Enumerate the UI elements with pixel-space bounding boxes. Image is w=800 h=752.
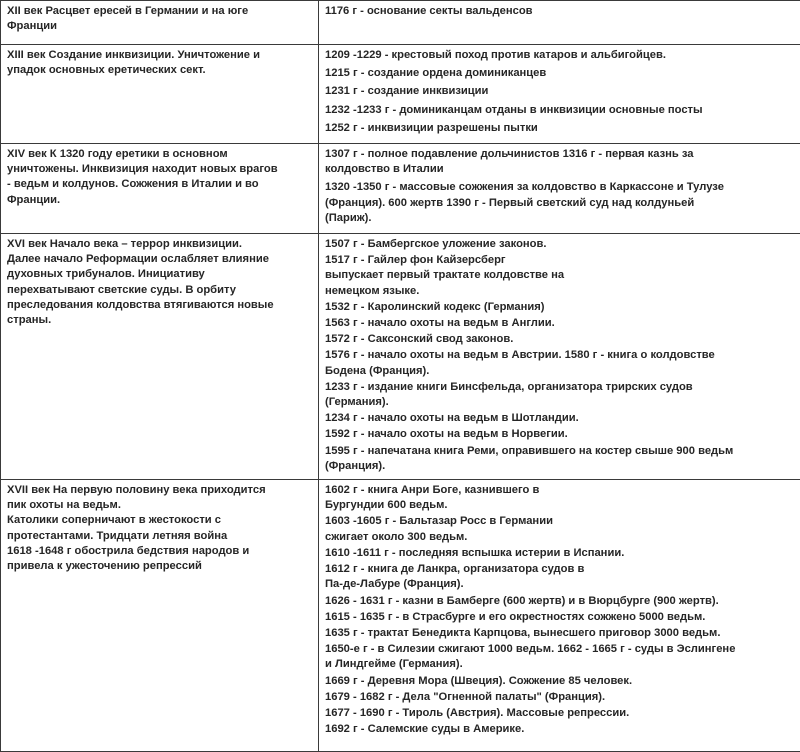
event-text-line: 1692 г - Салемские суды в Америке. bbox=[325, 722, 794, 737]
events-cell bbox=[319, 45, 800, 144]
event-entry bbox=[325, 706, 794, 721]
event-text-line: 1215 г - создание ордена доминиканцев bbox=[325, 66, 794, 81]
period-text-line: упадок основных еретических сект. bbox=[7, 63, 312, 78]
events-cell bbox=[319, 234, 800, 480]
event-text-line: Бодена (Франция). bbox=[325, 364, 794, 379]
event-entry bbox=[325, 626, 794, 641]
event-text-line: 1626 - 1631 г - казни в Бамберге (600 жертв) и в Вюрцбурге (900 жертв). bbox=[325, 594, 794, 609]
event-entry bbox=[325, 84, 794, 99]
event-text-line: 1677 - 1690 г - Тироль (Австрия). Массовые репрессии. bbox=[325, 706, 794, 721]
table-row bbox=[1, 144, 800, 234]
event-entry bbox=[325, 316, 794, 331]
event-text-line: 1176 г - основание секты вальденсов bbox=[325, 4, 794, 19]
period-text-line: привела к ужесточению репрессий bbox=[7, 559, 312, 574]
period-text-line: XVI век Начало века – террор инквизиции. bbox=[7, 237, 312, 252]
event-text-line: 1592 г - начало охоты на ведьм в Норвегии. bbox=[325, 427, 794, 442]
event-text-line: 1603 -1605 г - Бальтазар Росс в Германии bbox=[325, 514, 794, 529]
period-cell bbox=[1, 45, 319, 144]
table-row bbox=[1, 480, 800, 752]
period-text-line: духовных трибуналов. Инициативу bbox=[7, 267, 312, 282]
event-text-line: 1576 г - начало охоты на ведьм в Австрии. 1580 г - книга о колдовстве bbox=[325, 348, 794, 363]
event-text-line: (Германия). bbox=[325, 395, 794, 410]
period-text-line: Франции bbox=[7, 19, 312, 34]
event-text-line: 1507 г - Бамбергское уложение законов. bbox=[325, 237, 794, 252]
period-text-line: Католики соперничают в жестокости с bbox=[7, 513, 312, 528]
event-entry bbox=[325, 380, 794, 410]
event-text-line: (Франция). bbox=[325, 459, 794, 474]
event-text-line: 1635 г - трактат Бенедикта Карпцова, вынесшего приговор 3000 ведьм. bbox=[325, 626, 794, 641]
period-text-line: XVII век На первую половину века приходится bbox=[7, 483, 312, 498]
event-text-line: 1650-е г - в Силезии сжигают 1000 ведьм. 1662 - 1665 г - суды в Эслингене bbox=[325, 642, 794, 657]
table-row bbox=[1, 45, 800, 144]
event-text-line: 1595 г - напечатана книга Реми, оправившего на костер свыше 900 ведьм bbox=[325, 444, 794, 459]
event-text-line: и Линдгейме (Германия). bbox=[325, 657, 794, 672]
period-text-line: XII век Расцвет ересей в Германии и на юге bbox=[7, 4, 312, 19]
event-entry bbox=[325, 300, 794, 315]
event-text-line: 1612 г - книга де Ланкра, организатора судов в bbox=[325, 562, 794, 577]
period-cell bbox=[1, 1, 319, 45]
chronology-body bbox=[1, 1, 800, 752]
event-entry bbox=[325, 147, 794, 177]
event-entry bbox=[325, 348, 794, 378]
event-entry bbox=[325, 237, 794, 252]
event-text-line: 1572 г - Саксонский свод законов. bbox=[325, 332, 794, 347]
period-text-line: 1618 -1648 г обострила бедствия народов и bbox=[7, 544, 312, 559]
event-entry bbox=[325, 483, 794, 513]
event-text-line: сжигает около 300 ведьм. bbox=[325, 530, 794, 545]
event-text-line: 1252 г - инквизиции разрешены пытки bbox=[325, 121, 794, 136]
event-text-line: 1610 -1611 г - последняя вспышка истерии в Испании. bbox=[325, 546, 794, 561]
period-cell bbox=[1, 144, 319, 234]
event-text-line: колдовство в Италии bbox=[325, 162, 794, 177]
period-text-line: протестантами. Тридцати летняя война bbox=[7, 529, 312, 544]
events-cell bbox=[319, 144, 800, 234]
event-text-line: выпускает первый трактате колдовстве на bbox=[325, 268, 794, 283]
event-entry bbox=[325, 444, 794, 474]
event-entry bbox=[325, 66, 794, 81]
period-text-line: XIII век Создание инквизиции. Уничтожение и bbox=[7, 48, 312, 63]
period-text-line: XIV век К 1320 году еретики в основном bbox=[7, 147, 312, 162]
event-text-line: (Франция). 600 жертв 1390 г - Первый светский суд над колдуньей bbox=[325, 196, 794, 211]
event-entry bbox=[325, 642, 794, 672]
event-entry bbox=[325, 103, 794, 118]
event-text-line: 1679 - 1682 г - Дела "Огненной палаты" (Франция). bbox=[325, 690, 794, 705]
period-text-line: Франции. bbox=[7, 193, 312, 208]
period-text-line: перехватывают светские суды. В орбиту bbox=[7, 283, 312, 298]
event-entry bbox=[325, 121, 794, 136]
event-text-line: 1517 г - Гайлер фон Кайзерсберг bbox=[325, 253, 794, 268]
period-text-line: Далее начало Реформации ослабляет влияние bbox=[7, 252, 312, 267]
event-entry bbox=[325, 562, 794, 592]
event-text-line: (Париж). bbox=[325, 211, 794, 226]
event-entry bbox=[325, 546, 794, 561]
events-cell bbox=[319, 480, 800, 752]
period-cell bbox=[1, 480, 319, 752]
event-text-line: 1563 г - начало охоты на ведьм в Англии. bbox=[325, 316, 794, 331]
event-text-line: Бургундии 600 ведьм. bbox=[325, 498, 794, 513]
event-text-line: немецком языке. bbox=[325, 284, 794, 299]
event-entry bbox=[325, 610, 794, 625]
event-text-line: 1320 -1350 г - массовые сожжения за колдовство в Каркассоне и Тулузе bbox=[325, 180, 794, 195]
event-text-line: 1231 г - создание инквизиции bbox=[325, 84, 794, 99]
event-entry bbox=[325, 180, 794, 226]
event-entry bbox=[325, 411, 794, 426]
event-entry bbox=[325, 514, 794, 544]
event-entry bbox=[325, 332, 794, 347]
event-text-line: 1209 -1229 - крестовый поход против катаров и альбигойцев. bbox=[325, 48, 794, 63]
event-text-line: 1234 г - начало охоты на ведьм в Шотландии. bbox=[325, 411, 794, 426]
event-text-line: 1615 - 1635 г - в Страсбурге и его окрестностях сожжено 5000 ведьм. bbox=[325, 610, 794, 625]
event-text-line: 1307 г - полное подавление дольчинистов 1316 г - первая казнь за bbox=[325, 147, 794, 162]
period-text-line: страны. bbox=[7, 313, 312, 328]
period-text-line: пик охоты на ведьм. bbox=[7, 498, 312, 513]
event-entry bbox=[325, 427, 794, 442]
event-entry bbox=[325, 690, 794, 705]
period-text-line: - ведьм и колдунов. Сожжения в Италии и во bbox=[7, 177, 312, 192]
event-entry bbox=[325, 594, 794, 609]
event-text-line: 1233 г - издание книги Бинсфельда, организатора трирских судов bbox=[325, 380, 794, 395]
event-text-line: 1232 -1233 г - доминиканцам отданы в инквизиции основные посты bbox=[325, 103, 794, 118]
event-text-line: 1669 г - Деревня Мора (Швеция). Сожжение 85 человек. bbox=[325, 674, 794, 689]
event-entry bbox=[325, 48, 794, 63]
table-row bbox=[1, 234, 800, 480]
period-text-line: уничтожены. Инквизиция находит новых врагов bbox=[7, 162, 312, 177]
event-text-line: 1532 г - Каролинский кодекс (Германия) bbox=[325, 300, 794, 315]
event-entry bbox=[325, 253, 794, 299]
event-entry bbox=[325, 4, 794, 19]
event-text-line: 1602 г - книга Анри Боге, казнившего в bbox=[325, 483, 794, 498]
event-entry bbox=[325, 674, 794, 689]
table-row bbox=[1, 1, 800, 45]
event-text-line: Па-де-Лабуре (Франция). bbox=[325, 577, 794, 592]
events-cell bbox=[319, 1, 800, 45]
period-cell bbox=[1, 234, 319, 480]
period-text-line: преследования колдовства втягиваются новые bbox=[7, 298, 312, 313]
